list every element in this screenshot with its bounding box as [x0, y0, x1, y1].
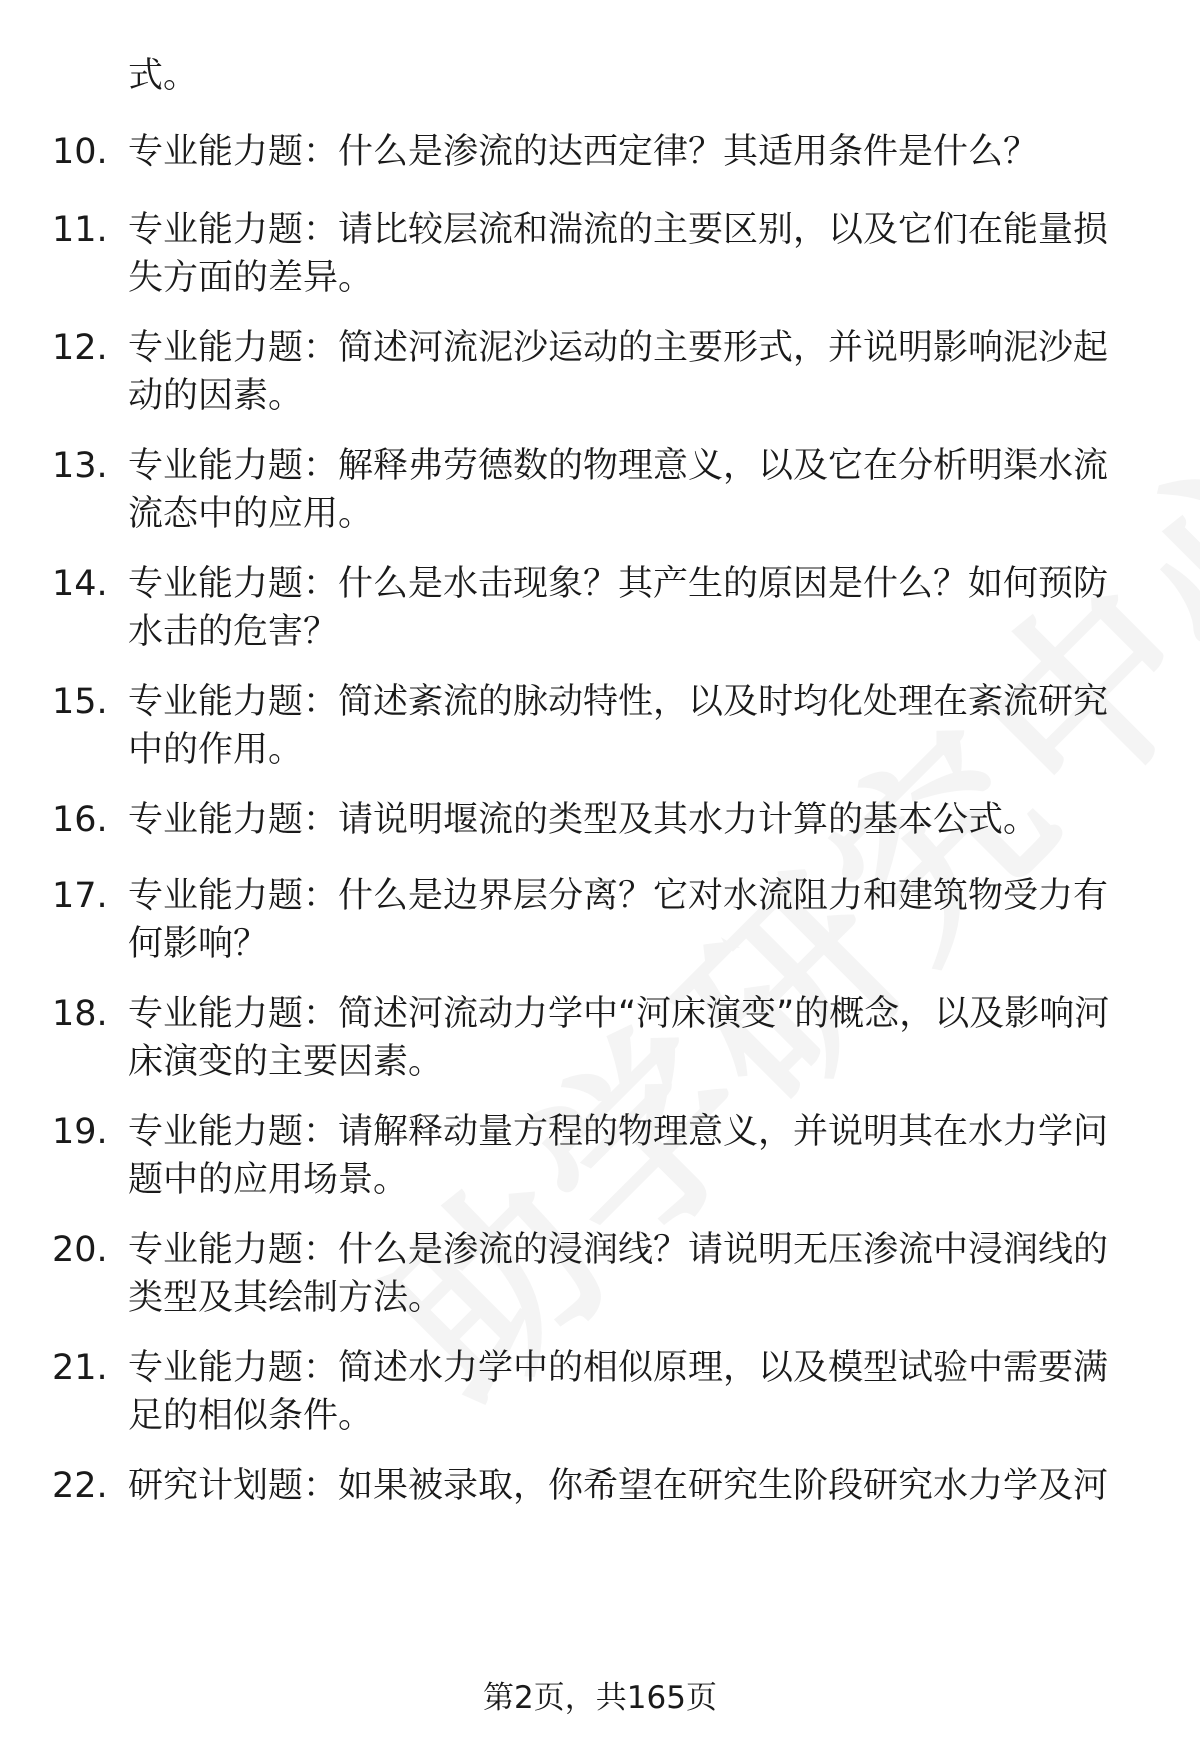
- question-number: 13.: [52, 446, 108, 486]
- question-text: 专业能力题：解释弗劳德数的物理意义，以及它在分析明渠水流流态中的应用。: [128, 446, 1109, 534]
- question-text: 专业能力题：简述紊流的脉动特性，以及时均化处理在紊流研究中的作用。: [128, 682, 1109, 770]
- question-number: 17.: [52, 876, 108, 916]
- question-text: 研究计划题：如果被录取，你希望在研究生阶段研究水力学及河: [128, 1466, 1109, 1506]
- question-number: 22.: [52, 1466, 108, 1506]
- question-text: 专业能力题：请比较层流和湍流的主要区别，以及它们在能量损失方面的差异。: [128, 210, 1109, 298]
- question-text: 专业能力题：简述河流泥沙运动的主要形式，并说明影响泥沙起动的因素。: [128, 328, 1109, 416]
- question-text: 专业能力题：简述河流动力学中“河床演变”的概念，以及影响河床演变的主要因素。: [128, 994, 1110, 1082]
- question-text: 专业能力题：请解释动量方程的物理意义，并说明其在水力学问题中的应用场景。: [128, 1112, 1109, 1200]
- question-number: 20.: [52, 1230, 108, 1270]
- question-number: 14.: [52, 564, 108, 604]
- question-number: 21.: [52, 1348, 108, 1388]
- question-number: 10.: [52, 132, 108, 172]
- question-text: 专业能力题：什么是渗流的浸润线？请说明无压渗流中浸润线的类型及其绘制方法。: [128, 1230, 1109, 1318]
- question-text: 专业能力题：什么是水击现象？其产生的原因是什么？如何预防水击的危害？: [128, 564, 1109, 652]
- question-text: 专业能力题：请说明堰流的类型及其水力计算的基本公式。: [128, 800, 1039, 840]
- question-number: 12.: [52, 328, 108, 368]
- question-text: 专业能力题：什么是边界层分离？它对水流阻力和建筑物受力有何影响？: [128, 876, 1109, 964]
- question-text: 专业能力题：什么是渗流的达西定律？其适用条件是什么？: [128, 132, 1039, 172]
- question-number: 11.: [52, 210, 108, 250]
- question-number: 15.: [52, 682, 108, 722]
- question-number: 19.: [52, 1112, 108, 1152]
- page-footer: 第2页，共165页: [483, 1680, 717, 1716]
- question-number: 18.: [52, 994, 108, 1034]
- question-text: 专业能力题：简述水力学中的相似原理，以及模型试验中需要满足的相似条件。: [128, 1348, 1109, 1436]
- continued-text-fragment: 式。: [128, 56, 199, 96]
- question-number: 16.: [52, 800, 108, 840]
